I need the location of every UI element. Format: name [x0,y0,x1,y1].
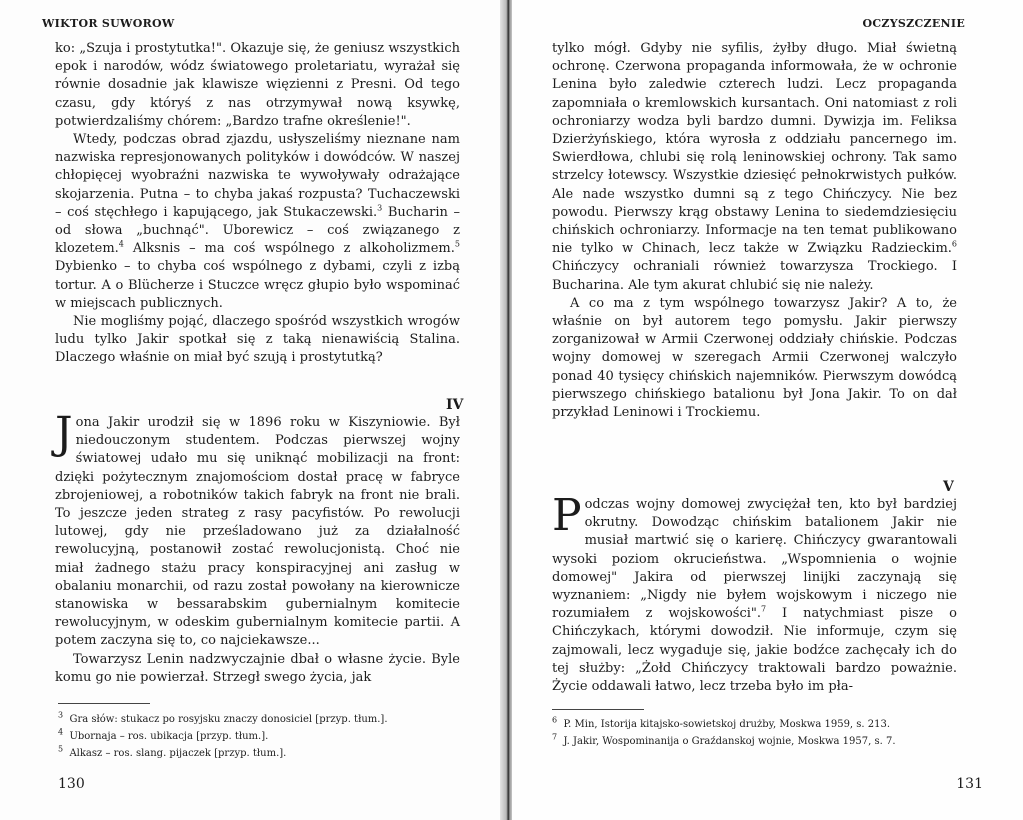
left-paragraph-4-text: ona Jakir urodził się w 1896 roku w Kiszyniowie. Był niedouczonym studentem. Podczas pierwszej wojny światowej udało mu się uniknąć mobilizacji na front: dzięki pożytecznym znajomościom dostał pracę w fabryce zbrojeniowej, a robotników takich fabryk na front nie brali. To jeszcze jeden strateg z rasy pacyfistów. Po rewolucji lutowej, gdy nie prześladowano już za działalność rewolucyjną, postanowił zostać rewolucjonistą. Choć nie miał żadnego stażu pracy konspiracyjnej ani zasług w obalaniu monarchii, od razu został powołany na kierownicze stanowiska w bessarabskim gubernialnym komitecie rewolucyjnym, w odeskim gubernialnym komitecie partii. A potem zaczyna się to, co najciekawsze... [55,415,460,649]
footnote-ref-7: 7 [761,604,767,614]
footnote-3-mark: 3 [58,710,64,720]
left-paragraph-5: Towarzysz Lenin nadzwyczajnie dbał o własne życie. Byle komu go nie powierzał. Strzegł swego życia, jak [55,651,460,685]
footnote-7-text: J. Jakir, Wospominanija o Graźdanskoj wojnie, Moskwa 1957, s. 7. [563,736,896,747]
footnote-5 [58,745,458,762]
footnote-ref-6: 6 [951,239,957,249]
running-head-author: WIKTOR SUWOROW [42,17,175,30]
footnote-5-mark: 5 [58,744,64,754]
footnote-3 [58,711,458,728]
left-paragraph-2 [55,131,460,313]
left-paragraph-2-b: Bucharin – od słowa „buchnąć". Uborewicz – coś związanego z klozetem. [55,204,461,257]
right-page [512,0,1023,820]
footnote-4-mark: 4 [58,727,64,737]
footnote-5-text: Alkasz – ros. slang. pijaczek [przyp. tłum.]. [69,748,287,759]
left-paragraph-3: Nie mogliśmy pojąć, dlaczego spośród wszystkich wrogów ludu tylko Jakir spotkał się z taką nienawiścią Stalina. Dlaczego właśnie on miał być szują i prostytutką? [55,314,460,366]
footnote-rule-left [58,703,150,704]
page-number-right: 131 [956,776,983,792]
footnote-rule-right [552,709,644,710]
right-paragraph-1-a: tylko mógł. Gdyby nie syfilis, żyłby długo. Miał świetną ochronę. Czerwona propaganda informowała, że w ochronie Lenina było zaledwie czterech ludzi. Lecz propaganda zapomniała o kremlowskich kursantach. Oni natomiast z roli ochroniarzy wodza byli bardzo dumni. Dywizja im. Feliksa Dzierżyńskiego, która wyrosła z oddziału pancernego im. Swierdłowa, chlubi się rolą leninowskiej ochrony. Tak samo strzelcy łotewscy. Wszystkie dziesięć pełnokrwistych pułków. Ale nade wszystko dumni są z tego Chińczycy. Nie bez powodu. Pierwszy krąg obstawy Lenina to siedemdziesięciu chińskich ochroniarzy. Informacje na ten temat publikowano nie tylko w Chinach, lecz także w Związku Radzieckim. [552,41,957,257]
dropcap-j: J [55,408,73,459]
left-paragraph-2-a: Wtedy, podczas obrad zjazdu, usłyszeliśmy nieznane nam nazwiska represjonowanych polityków i dowódców. W naszej chłopięcej wyobraźni nazwiska te wywoływały odrażające skojarzenia. Putna – to chyba jakaś rozpusta? Tuchaczewski – coś stęchłego i kapującego, jak Stukaczewski. [55,132,460,220]
footnote-4 [58,728,458,745]
page-number-left: 130 [58,776,85,792]
left-body-top [55,40,460,368]
right-paragraph-1-b: Chińczycy ochraniali również towarzysza Trockiego. I Bucharina. Ale tym akurat chlubić się nie należy. [552,259,957,293]
right-paragraph-1 [552,40,957,295]
left-footnotes [58,711,458,762]
footnote-ref-3: 3 [377,203,383,213]
right-footnotes [552,716,964,750]
footnote-6-mark: 6 [552,715,558,725]
footnote-4-text: Ubornaja – ros. ubikacja [przyp. tłum.]. [69,731,269,742]
left-paragraph-1: ko: „Szuja i prostytutka!". Okazuje się, że geniusz wszystkich epok i narodów, wódz światowego proletariatu, wyrażał się równie dosadnie jak klawisze więzienni z Presni. Od tego czasu, gdy któryś z nas otrzymywał nową ksywkę, potwierdzaliśmy chórem: „Bardzo trafne określenie!". [55,41,460,129]
left-page [0,0,503,820]
right-paragraph-3 [552,490,957,696]
footnote-6 [552,716,964,733]
right-paragraph-3-a: odczas wojny domowej zwyciężał ten, kto był bardziej okrutny. Dowodząc chińskim batalionem Jakir nie musiał martwić się o karierę. Chińczycy gwarantowali wysoki poziom okrucieństwa. „Wspomnienia o wojnie domowej" Jakira od pierwszej linijki zaczynają się wyznaniem: „Nigdy nie byłem wojskowym i niczego nie rozumiałem z wojskowości". [552,497,957,622]
right-paragraph-2: A co ma z tym wspólnego towarzysz Jakir? A to, że właśnie on był autorem tego pomysłu. Jakir pierwszy zorganizował w Armii Czerwonej oddziały chińskie. Podczas wojny domowej w szeregach Armii Czerwonej walczyło ponad 40 tysięcy chińskich najemników. Pierwszym dowódcą pierwszego chińskiego batalionu był Jona Jakir. To on dał przykład Leninowi i Trockiemu. [552,295,957,421]
left-body-bottom [55,408,460,687]
section-number-v: V [943,479,954,495]
right-body-bottom [552,490,957,696]
footnote-ref-4: 4 [118,239,124,249]
footnote-7 [552,733,964,750]
left-paragraph-2-d: Dybienko – to chyba coś wspólnego z dybami, czyli z izbą tortur. A o Blücherze i Stuczce wręcz głupio było wspominać w miejscach publicznych. [55,259,460,311]
footnote-6-text: P. Min, Istorija kitajsko-sowietskoj drużby, Moskwa 1959, s. 213. [563,719,891,730]
section-number-iv: IV [446,397,464,413]
right-paragraph-3-b: I natychmiast pisze o Chińczykach, którymi dowodził. Nie informuje, czym się zajmowali, lecz wygaduje się, jakie bodźce zachęcały ich do tej służby: „Żołd Chińczycy traktowali bardzo poważnie. Życie oddawali łatwo, lecz trzeba było im pła- [552,606,957,695]
left-paragraph-4 [55,408,460,651]
dropcap-p: P [552,490,582,541]
running-head-chapter: OCZYSZCZENIE [862,17,965,30]
footnote-7-mark: 7 [552,732,558,742]
footnote-ref-5: 5 [454,239,460,249]
right-body-top [552,40,957,422]
left-paragraph-2-c: Alksnis – ma coś wspólnego z alkoholizmem. [123,241,455,257]
footnote-3-text: Gra słów: stukacz po rosyjsku znaczy donosiciel [przyp. tłum.]. [69,714,388,725]
